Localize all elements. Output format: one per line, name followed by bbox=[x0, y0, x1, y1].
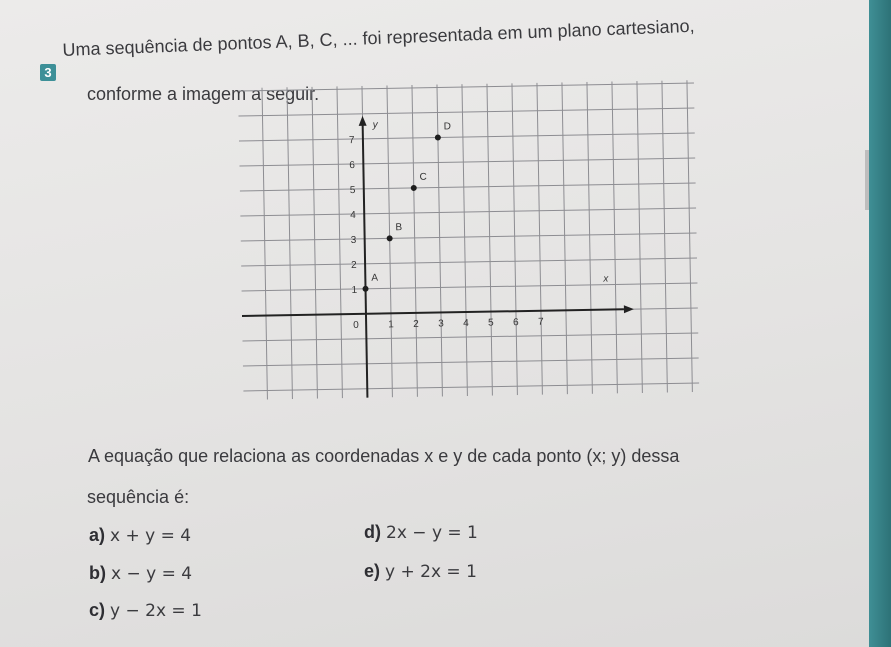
grid-line-vertical bbox=[512, 83, 517, 395]
cartesian-plane bbox=[238, 80, 699, 400]
y-tick-label: 1 bbox=[351, 284, 358, 297]
axes bbox=[239, 111, 636, 400]
grid-line-vertical bbox=[687, 80, 692, 392]
point-label-b: B bbox=[395, 222, 403, 234]
x-tick-label: 6 bbox=[513, 317, 519, 329]
y-axis-label: y bbox=[372, 119, 378, 131]
grid-line-vertical bbox=[262, 88, 267, 400]
x-axis bbox=[242, 309, 624, 316]
page-edge-tab bbox=[865, 150, 869, 210]
point-label-d: D bbox=[443, 121, 452, 133]
option-a-equation: x + y = 4 bbox=[110, 526, 192, 546]
grid-line-horizontal bbox=[242, 283, 698, 291]
y-axis-arrow bbox=[359, 116, 367, 126]
point-b bbox=[387, 235, 393, 241]
grid-line-horizontal bbox=[239, 133, 695, 141]
y-tick-label: 7 bbox=[348, 134, 355, 147]
y-tick-label: 5 bbox=[349, 184, 356, 197]
grid-line-horizontal bbox=[239, 158, 695, 166]
grid-line-horizontal bbox=[241, 233, 697, 241]
x-tick-label: 3 bbox=[438, 318, 444, 330]
grid-line-vertical bbox=[337, 86, 342, 398]
y-tick-label: 2 bbox=[351, 259, 357, 272]
y-tick-label: 6 bbox=[349, 159, 356, 172]
option-c[interactable] bbox=[89, 600, 202, 621]
grid-line-vertical bbox=[487, 84, 492, 396]
option-d[interactable] bbox=[364, 522, 478, 543]
option-c-equation: y − 2x = 1 bbox=[110, 601, 202, 621]
grid-line-horizontal bbox=[240, 183, 696, 191]
x-tick-label: 4 bbox=[463, 318, 469, 330]
x-tick-label: 2 bbox=[413, 318, 419, 330]
y-tick-label: 4 bbox=[350, 209, 356, 222]
grid-line-horizontal bbox=[241, 258, 697, 266]
x-axis-label: x bbox=[603, 273, 609, 285]
x-axis-arrow bbox=[624, 305, 634, 313]
grid-line-vertical bbox=[587, 82, 592, 394]
option-e[interactable] bbox=[364, 561, 477, 582]
grid-line-vertical bbox=[287, 87, 292, 399]
question-prompt-line-2: sequência é: bbox=[87, 487, 190, 507]
option-e-letter: e) bbox=[364, 561, 381, 581]
option-a-letter: a) bbox=[89, 525, 106, 545]
grid-line-vertical bbox=[537, 83, 542, 395]
grid-lines bbox=[238, 80, 699, 400]
x-tick-label: 5 bbox=[488, 317, 494, 329]
grid-line-vertical bbox=[437, 85, 442, 397]
point-c bbox=[411, 185, 417, 191]
point-a bbox=[362, 286, 368, 292]
grid-line-vertical bbox=[662, 81, 667, 393]
option-b[interactable] bbox=[89, 563, 192, 584]
grid-line-horizontal bbox=[243, 383, 699, 391]
point-d bbox=[435, 134, 441, 140]
question-number-badge: 3 bbox=[40, 64, 56, 81]
y-axis bbox=[363, 124, 368, 398]
point-label-a: A bbox=[371, 272, 379, 284]
x-tick-label: 1 bbox=[388, 319, 394, 331]
y-tick-label: 3 bbox=[350, 234, 357, 247]
grid-line-horizontal bbox=[240, 208, 696, 216]
x-tick-label: 7 bbox=[538, 316, 544, 328]
option-d-letter: d) bbox=[364, 522, 381, 542]
grid-line-vertical bbox=[562, 82, 567, 394]
origin-label: 0 bbox=[353, 319, 359, 332]
option-b-equation: x − y = 4 bbox=[111, 564, 193, 584]
option-c-letter: c) bbox=[89, 600, 106, 620]
option-a[interactable] bbox=[89, 525, 191, 546]
option-d-equation: 2x − y = 1 bbox=[386, 523, 478, 543]
grid-line-vertical bbox=[612, 81, 617, 393]
question-statement-line-1: Uma sequência de pontos A, B, C, ... foi representada em um plano cartesiano, bbox=[62, 15, 695, 61]
question-prompt-line-1: A equação que relaciona as coordenadas x e y de cada ponto (x; y) dessa bbox=[88, 446, 680, 466]
grid-line-horizontal bbox=[243, 358, 699, 366]
grid-line-horizontal bbox=[238, 108, 694, 116]
grid-line-vertical bbox=[637, 81, 642, 393]
option-e-equation: y + 2x = 1 bbox=[385, 562, 477, 582]
page-edge-strip bbox=[869, 0, 891, 647]
question-statement-line-2: conforme a imagem a seguir. bbox=[87, 84, 320, 104]
option-b-letter: b) bbox=[89, 563, 106, 583]
grid-line-vertical bbox=[462, 84, 467, 396]
grid-line-horizontal bbox=[242, 333, 698, 341]
grid-line-vertical bbox=[312, 87, 317, 399]
grid-line-vertical bbox=[412, 85, 417, 397]
point-label-c: C bbox=[419, 171, 427, 183]
